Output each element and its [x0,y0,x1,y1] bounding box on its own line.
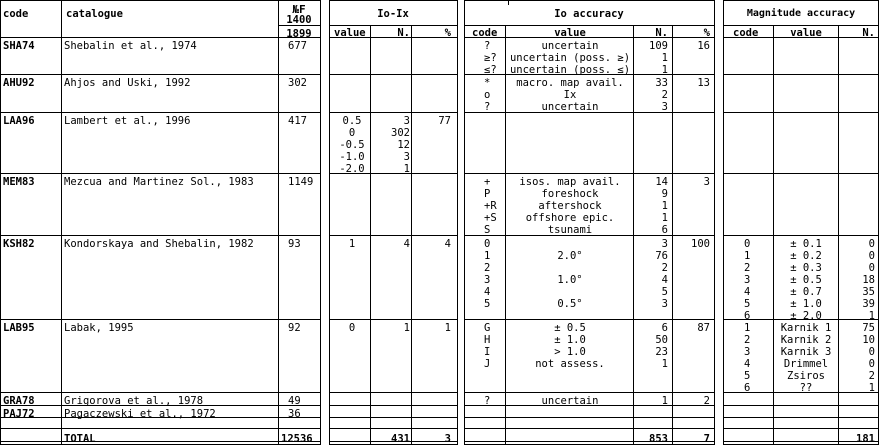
row-rule [329,74,458,75]
io-accuracy-n: 6 [661,224,668,236]
io-accuracy-pct: 3 [703,176,710,188]
row-catalogue: Mezcua and Martinez Sol., 1983 [64,176,254,188]
header-code: code [3,8,29,20]
magnitude-n: 0 [868,238,875,250]
magnitude-n: 0 [868,262,875,274]
io-ix-pct: 4 [444,238,451,250]
total-double-rule [0,441,321,442]
magnitude-n: 75 [862,322,875,334]
magnitude-code: 3 [744,274,751,286]
io-accuracy-code: S [484,224,491,236]
io-ix-pct: 77 [438,115,451,127]
total-label: TOTAL [64,433,96,445]
header-magnitude-value: value [790,27,822,39]
magnitude-n: 1 [868,310,875,322]
total-top-rule [464,428,715,429]
io-ix-value: 0.5 [342,115,362,127]
total-top-rule [0,428,321,429]
row-code: GRA78 [3,395,35,407]
io-accuracy-value: uncertain [541,101,599,113]
io-ix-n: 12 [397,139,410,151]
panel-left-rule [723,0,724,445]
row-code: SHA74 [3,40,35,52]
io-accuracy-code: + [484,176,491,188]
io-accuracy-code: H [484,334,491,346]
header-io-ix-pct: % [444,27,451,39]
total-top-rule [723,428,879,429]
io-accuracy-code: I [484,346,491,358]
magnitude-value: ± 2.0 [790,310,822,322]
total-nf: 12536 [281,433,313,445]
magnitude-code: 3 [744,346,751,358]
header-io-ix-n: N. [397,27,410,39]
io-accuracy-value: isos. map avail. [519,176,621,188]
io-accuracy-code: G [484,322,491,334]
io-accuracy-value: offshore epic. [525,212,615,224]
row-rule [0,74,321,75]
panel-right-rule [457,0,458,445]
magnitude-n: 10 [862,334,875,346]
io-accuracy-n: 1 [661,64,668,76]
magnitude-code: 4 [744,286,751,298]
io-ix-value: 0 [348,127,356,139]
magnitude-value: Karnik 2 [780,334,832,346]
magnitude-n: 1 [868,382,875,394]
io-accuracy-code: * [484,77,491,89]
header-magnitude-accuracy-title: Magnitude accuracy [746,8,856,19]
panel-bottom-rule [0,444,321,445]
total-io-ix-pct: 3 [444,433,451,445]
row-rule [464,173,715,174]
io-ix-value: 0 [348,322,356,334]
io-accuracy-code: ≥? [484,52,497,64]
col-rule [672,25,673,445]
row-catalogue: Lambert et al., 1996 [64,115,191,127]
row-rule [0,173,321,174]
row-code: LAB95 [3,322,35,334]
row-rule [464,319,715,320]
row-code: PAJ72 [3,408,35,420]
io-accuracy-pct: 2 [703,395,710,407]
magnitude-n: 39 [862,298,875,310]
row-catalogue: Shebalin et al., 1974 [64,40,197,52]
subheader-rule [723,25,879,26]
magnitude-code: 6 [744,382,751,394]
io-accuracy-value: 0.5° [557,298,583,310]
io-accuracy-code: 1 [484,250,491,262]
panel-left-rule [329,0,330,445]
magnitude-code: 2 [744,334,751,346]
io-accuracy-value: ± 1.0 [554,334,586,346]
io-accuracy-value: 2.0° [557,250,583,262]
magnitude-n: 35 [862,286,875,298]
io-accuracy-n: 1 [661,358,668,370]
io-accuracy-pct: 100 [691,238,710,250]
magnitude-value: ?? [799,382,813,394]
magnitude-value: Zsiros [787,370,825,382]
magnitude-n: 2 [868,370,875,382]
row-rule [329,235,458,236]
row-rule [723,405,879,406]
col-rule [370,25,371,445]
io-accuracy-value: uncertain [541,395,599,407]
magnitude-code: 2 [744,262,751,274]
io-ix-value: -0.5 [339,139,365,151]
io-accuracy-n: 14 [655,176,668,188]
magnitude-code: 1 [744,250,751,262]
header-io-accuracy-title: Io accuracy [554,8,624,20]
io-accuracy-n: 23 [655,346,668,358]
row-nf: 677 [288,40,307,52]
header-io-accuracy-pct: % [703,27,710,39]
row-code: KSH82 [3,238,35,250]
magnitude-value: Karnik 1 [780,322,832,334]
io-accuracy-value: > 1.0 [554,346,586,358]
row-rule [0,112,321,113]
io-accuracy-n: 3 [661,101,668,113]
io-accuracy-n: 76 [655,250,668,262]
panel-right-rule [320,0,321,445]
io-accuracy-value: uncertain (poss. ≥) [509,52,631,64]
io-accuracy-pct: 13 [697,77,710,89]
io-accuracy-code: o [484,89,491,101]
row-catalogue: Ahjos and Uski, 1992 [64,77,191,89]
panel-top-rule [0,0,321,1]
io-ix-value: -1.0 [339,151,365,163]
magnitude-value: Drimmel [783,358,829,370]
row-rule [0,235,321,236]
magnitude-code: 0 [744,238,751,250]
io-accuracy-n: 1 [661,395,668,407]
total-io-accuracy-n: 853 [649,433,668,445]
io-accuracy-n: 3 [661,298,668,310]
io-accuracy-value: not assess. [535,358,605,370]
io-accuracy-code: 4 [484,286,491,298]
row-catalogue: Kondorskaya and Shebalin, 1982 [64,238,254,250]
header-tick [508,0,509,5]
row-code: MEM83 [3,176,35,188]
col-rule [278,0,279,445]
header-io-accuracy-n: N. [655,27,668,39]
header-magnitude-n: N. [862,27,875,39]
io-ix-pct: 1 [444,322,451,334]
io-accuracy-value: uncertain [541,40,599,52]
total-top-rule [329,428,458,429]
io-ix-n: 3 [403,151,410,163]
row-catalogue: Grigorova et al., 1978 [64,395,204,407]
io-accuracy-n: 3 [661,238,668,250]
col-rule [838,25,839,445]
io-accuracy-code: 2 [484,262,491,274]
io-accuracy-code: P [484,188,491,200]
header-io-accuracy-code: code [472,27,498,39]
header-nf-year-end: 1899 [286,28,312,40]
io-accuracy-n: 1 [661,212,668,224]
subheader-rule [464,25,715,26]
magnitude-code: 5 [744,370,751,382]
io-accuracy-pct: 87 [697,322,710,334]
magnitude-value: ± 0.5 [790,274,822,286]
panel-top-rule [464,0,715,1]
row-rule [0,319,321,320]
row-rule [723,235,879,236]
header-io-ix-title: Io-Ix [377,8,409,20]
magnitude-n: 0 [868,250,875,262]
total-io-accuracy-pct: 7 [703,433,710,445]
io-accuracy-n: 2 [661,89,668,101]
io-accuracy-n: 2 [661,262,668,274]
row-rule [464,392,715,393]
total-magnitude-n: 181 [856,433,875,445]
magnitude-n: 0 [868,358,875,370]
row-rule [723,173,879,174]
magnitude-value: ± 0.7 [790,286,822,298]
magnitude-value: ± 1.0 [790,298,822,310]
io-accuracy-code: ? [484,101,491,113]
header-io-ix-value: value [334,27,366,39]
io-accuracy-code: +S [484,212,497,224]
io-accuracy-code: J [484,358,491,370]
io-ix-value: 1 [348,238,356,250]
io-accuracy-code: ? [484,40,491,52]
io-ix-n: 3 [403,115,410,127]
row-rule [329,417,458,418]
magnitude-value: ± 0.2 [790,250,822,262]
row-nf: 1149 [288,176,314,188]
io-accuracy-value: ± 0.5 [554,322,586,334]
row-rule [723,112,879,113]
header-nf-symbol: №F [292,3,306,16]
row-rule [329,392,458,393]
io-accuracy-value: Ix [563,89,577,101]
io-accuracy-value: macro. map avail. [516,77,624,89]
io-ix-n: 4 [403,238,410,250]
header-nf-year-start: 1400 [286,14,312,26]
row-catalogue: Pagaczewski et al., 1972 [64,408,216,420]
row-nf: 49 [288,395,301,407]
row-nf: 93 [288,238,301,250]
io-accuracy-code: +R [484,200,497,212]
io-accuracy-n: 1 [661,200,668,212]
io-accuracy-n: 6 [661,322,668,334]
col-rule [411,25,412,445]
row-rule [723,417,879,418]
io-accuracy-code: 3 [484,274,491,286]
row-rule [329,405,458,406]
magnitude-code: 4 [744,358,751,370]
header-catalogue: catalogue [66,8,123,20]
panel-left-rule [464,0,465,445]
row-rule [329,112,458,113]
io-accuracy-value: aftershock [538,200,602,212]
header-io-accuracy-value: value [554,27,586,39]
col-rule [61,0,62,445]
subheader-rule [329,25,458,26]
io-accuracy-n: 50 [655,334,668,346]
magnitude-code: 1 [744,322,751,334]
io-accuracy-code: 5 [484,298,491,310]
total-io-ix-n: 431 [391,433,410,445]
row-rule [329,319,458,320]
header-magnitude-code: code [733,27,759,39]
row-catalogue: Labak, 1995 [64,322,134,334]
row-code: AHU92 [3,77,35,89]
io-accuracy-code: ? [484,395,491,407]
io-accuracy-n: 109 [649,40,668,52]
io-accuracy-n: 5 [661,286,668,298]
magnitude-value: ± 0.1 [790,238,822,250]
panel-left-rule [0,0,1,445]
row-rule [0,392,321,393]
io-accuracy-value: uncertain (poss. ≤) [509,64,631,76]
io-accuracy-value: 1.0° [557,274,583,286]
row-rule [723,74,879,75]
io-accuracy-pct: 16 [697,40,710,52]
io-accuracy-value: foreshock [541,188,599,200]
magnitude-value: ± 0.3 [790,262,822,274]
io-accuracy-n: 4 [661,274,668,286]
io-ix-n: 1 [403,322,410,334]
io-ix-n: 302 [391,127,410,139]
io-accuracy-n: 33 [655,77,668,89]
io-ix-value: -2.0 [339,163,365,175]
magnitude-n: 0 [868,346,875,358]
row-nf: 92 [288,322,301,334]
io-accuracy-value: tsunami [547,224,593,236]
magnitude-n: 18 [862,274,875,286]
magnitude-code: 6 [744,310,751,322]
panel-top-rule [723,0,879,1]
panel-top-rule [329,0,458,1]
io-accuracy-code: 0 [484,238,491,250]
row-code: LAA96 [3,115,35,127]
row-nf: 302 [288,77,307,89]
io-ix-n: 1 [403,163,410,175]
io-accuracy-n: 9 [661,188,668,200]
io-accuracy-n: 1 [661,52,668,64]
magnitude-code: 5 [744,298,751,310]
row-rule [0,37,321,38]
row-nf: 36 [288,408,301,420]
magnitude-value: Karnik 3 [780,346,832,358]
row-nf: 417 [288,115,307,127]
panel-right-rule [714,0,715,445]
io-accuracy-code: ≤? [484,64,497,76]
row-rule [464,417,715,418]
